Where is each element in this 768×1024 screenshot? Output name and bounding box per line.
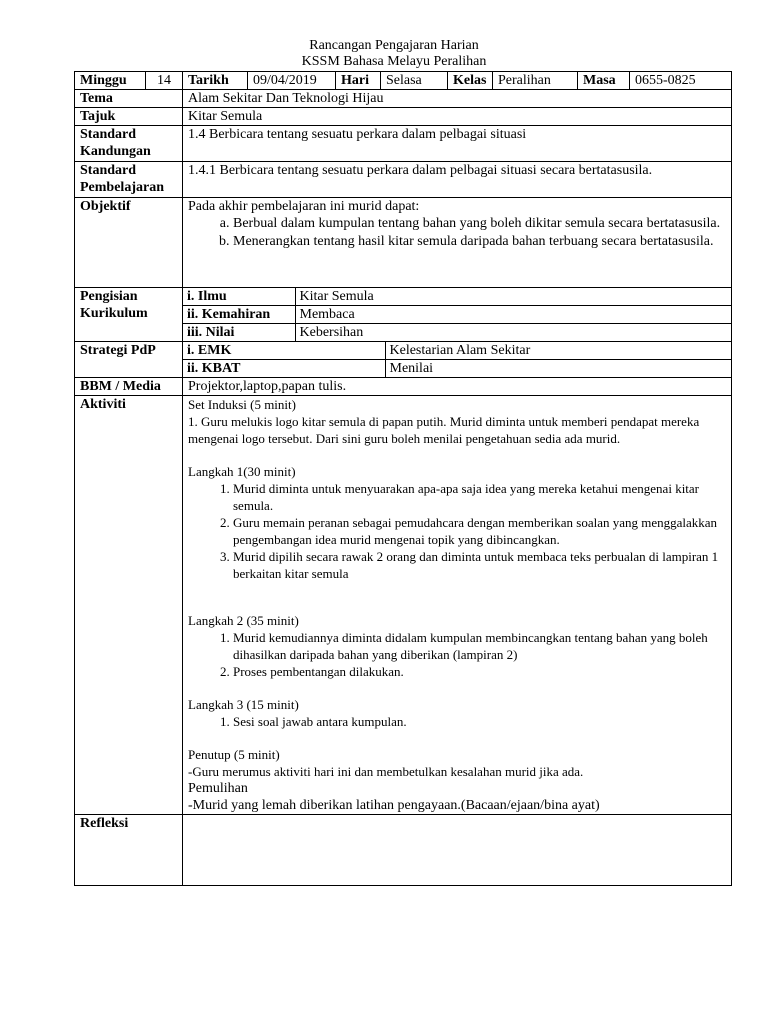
set-induksi-title: Set Induksi (5 minit) [188, 397, 296, 412]
strategi-item-emk [183, 342, 731, 360]
kelas-label: Kelas [448, 72, 493, 90]
objektif-intro: Pada akhir pembelajaran ini murid dapat: [188, 199, 420, 214]
standard-pembelajaran-label-line2: Pembelajaran [80, 180, 164, 195]
minggu-label: Minggu [75, 72, 146, 90]
kurikulum-table [183, 288, 731, 341]
tarikh-value: 09/04/2019 [248, 72, 336, 90]
objektif-list [188, 215, 726, 251]
strategi-value: Menilai [389, 361, 434, 376]
tajuk-value: Kitar Semula [183, 108, 732, 126]
bbm-label: BBM / Media [75, 378, 183, 396]
strategi-item-kbat [183, 360, 731, 378]
strategi-cell [183, 342, 732, 378]
standard-pembelajaran-row [75, 162, 732, 198]
kurikulum-item-kemahiran [183, 306, 731, 324]
tajuk-label: Tajuk [75, 108, 183, 126]
tema-value: Alam Sekitar Dan Teknologi Hijau [183, 90, 732, 108]
document-title: Rancangan Pengajaran Harian [309, 38, 479, 53]
strategi-key: ii. KBAT [183, 360, 385, 378]
kurikulum-label-line2: Kurikulum [80, 306, 148, 321]
minggu-value: 14 [146, 72, 183, 90]
langkah2-item: 1. Murid kemudiannya diminta didalam kumpulan membincangkan tentang bahan yang boleh dihasilkan daripada bahan yang diberikan (lampiran 2) [233, 629, 726, 663]
langkah1-item: 3. Murid dipilih secara rawak 2 orang dan diminta untuk membaca teks perbualan di lampiran 1 berkaitan kitar semula [233, 548, 726, 582]
standard-pembelajaran-value: 1.4.1 Berbicara tentang sesuatu perkara dalam pelbagai situasi secara bertatasusila. [183, 162, 732, 198]
info-row [75, 72, 732, 90]
kurikulum-item-ilmu [183, 288, 731, 306]
pemulihan-text: -Murid yang lemah diberikan latihan pengayaan.(Bacaan/ejaan/bina ayat) [188, 798, 600, 813]
standard-pembelajaran-label [75, 162, 183, 198]
standard-kandungan-label [75, 126, 183, 162]
pemulihan-title: Pemulihan [188, 781, 248, 796]
refleksi-row [75, 815, 732, 886]
kurikulum-key: ii. Kemahiran [183, 306, 295, 324]
langkah3-list [188, 713, 726, 730]
objektif-item: b. Menerangkan tentang hasil kitar semula daripada bahan terbuang secara bertatasusila. [233, 233, 726, 251]
kurikulum-item-nilai [183, 324, 731, 342]
kurikulum-label-line1: Pengisian [80, 289, 138, 304]
refleksi-value [183, 815, 732, 886]
objektif-item: a. Berbual dalam kumpulan tentang bahan yang boleh dikitar semula secara bertatasusila. [233, 215, 726, 233]
kurikulum-row [75, 288, 732, 342]
bbm-row [75, 378, 732, 396]
penutup-text: -Guru merumus aktiviti hari ini dan membetulkan kesalahan murid jika ada. [188, 764, 584, 779]
strategi-row [75, 342, 732, 378]
tarikh-label: Tarikh [183, 72, 248, 90]
strategi-value: Kelestarian Alam Sekitar [385, 342, 731, 360]
standard-kandungan-label-line1: Standard [80, 127, 137, 142]
lesson-plan-table [74, 71, 732, 886]
standard-kandungan-value: 1.4 Berbicara tentang sesuatu perkara dalam pelbagai situasi [183, 126, 732, 162]
standard-kandungan-row [75, 126, 732, 162]
langkah2-title: Langkah 2 (35 minit) [188, 613, 299, 628]
langkah2-list [188, 629, 726, 680]
set-induksi-text: 1. Guru melukis logo kitar semula di papan putih. Murid diminta untuk memberi pendapat mereka mengenai logo tersebut. Dari sini guru boleh menilai pengetahuan sedia ada murid. [188, 414, 700, 446]
kurikulum-cell [183, 288, 732, 342]
document-subtitle: KSSM Bahasa Melayu Peralihan [301, 54, 487, 69]
langkah1-item: 1. Murid diminta untuk menyuarakan apa-apa saja idea yang mereka ketahui mengenai kitar semula. [233, 480, 726, 514]
kurikulum-value: Kitar Semula [295, 288, 731, 306]
hari-label: Hari [336, 72, 381, 90]
standard-kandungan-label-line2: Kandungan [80, 144, 151, 159]
aktiviti-label: Aktiviti [75, 396, 183, 815]
langkah3-item: 1. Sesi soal jawab antara kumpulan. [233, 713, 726, 730]
langkah2-item: 2. Proses pembentangan dilakukan. [233, 663, 726, 680]
strategi-label: Strategi PdP [75, 342, 183, 378]
objektif-cell [183, 198, 732, 288]
hari-value: Selasa [381, 72, 448, 90]
kelas-value: Peralihan [493, 72, 578, 90]
kurikulum-value: Membaca [295, 306, 731, 324]
tajuk-row [75, 108, 732, 126]
langkah3-title: Langkah 3 (15 minit) [188, 697, 299, 712]
kurikulum-label [75, 288, 183, 342]
tema-row [75, 90, 732, 108]
strategi-key: i. EMK [183, 342, 385, 360]
objektif-label: Objektif [75, 198, 183, 288]
kurikulum-key: iii. Nilai [183, 324, 295, 342]
langkah1-title: Langkah 1(30 minit) [188, 464, 296, 479]
kurikulum-key: i. Ilmu [183, 288, 295, 306]
kurikulum-value: Kebersihan [299, 325, 364, 340]
bbm-value: Projektor,laptop,papan tulis. [183, 378, 732, 396]
penutup-title: Penutup (5 minit) [188, 747, 280, 762]
aktiviti-cell [183, 396, 732, 815]
tema-label: Tema [75, 90, 183, 108]
standard-pembelajaran-label-line1: Standard [80, 163, 137, 178]
langkah1-item: 2. Guru memain peranan sebagai pemudahcara dengan memberikan soalan yang menggalakkan pengembangan idea murid mengenai topik yang dibincangkan. [233, 514, 726, 548]
langkah1-list [188, 480, 726, 582]
masa-value: 0655-0825 [630, 72, 732, 90]
refleksi-label: Refleksi [75, 815, 183, 886]
strategi-table [183, 342, 731, 377]
objektif-row [75, 198, 732, 288]
aktiviti-row [75, 396, 732, 815]
masa-label: Masa [578, 72, 630, 90]
